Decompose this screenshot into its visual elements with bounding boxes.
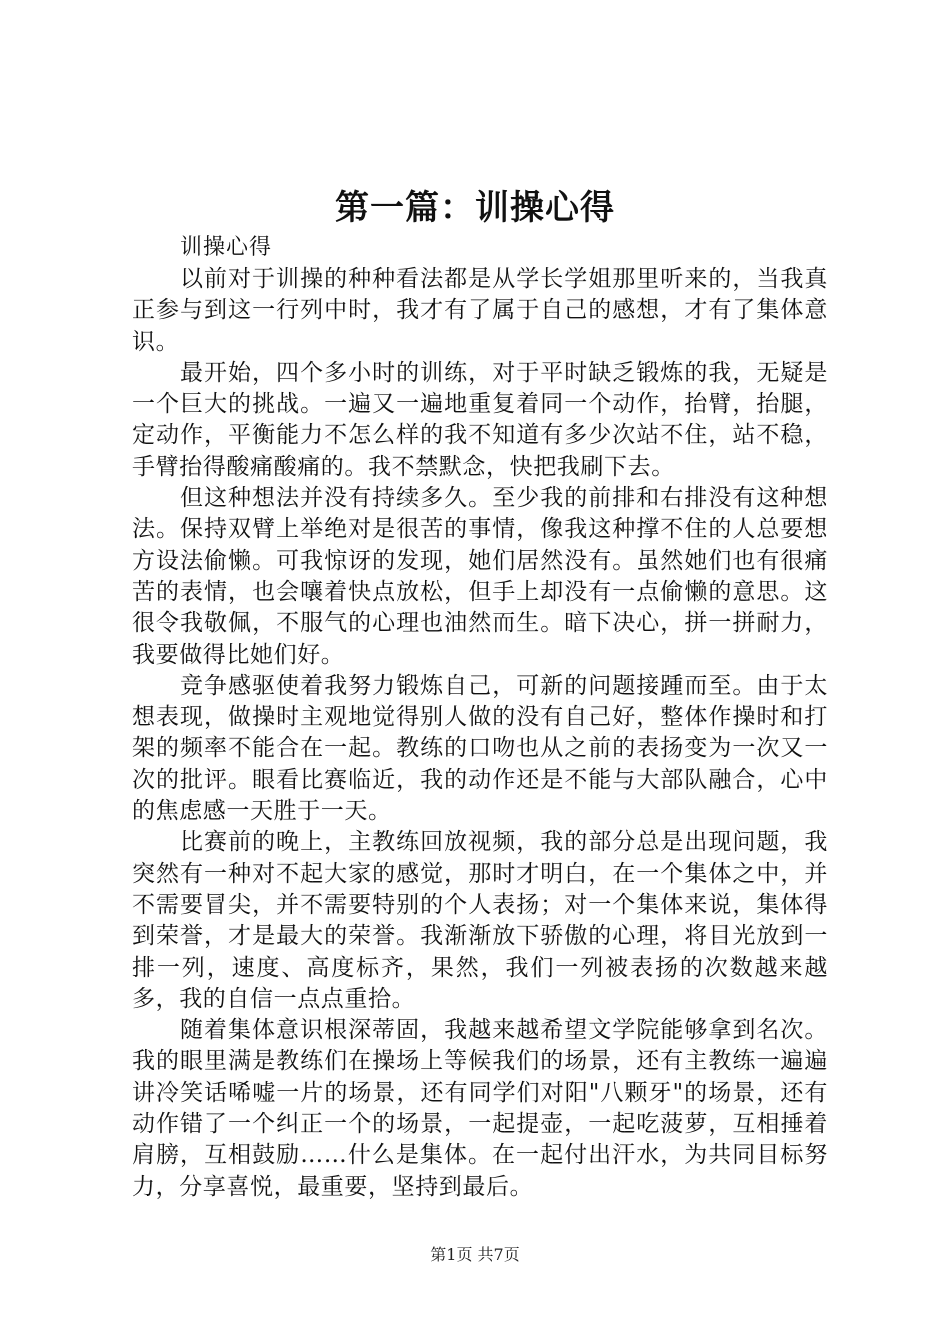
page-footer: 第1页 共7页 <box>430 1245 520 1264</box>
paragraph-2: 最开始，四个多小时的训练，对于平时缺乏锻炼的我，无疑是一个巨大的挑战。一遍又一遍地重复着同一个动作，抬臂，抬腿，定动作，平衡能力不怎么样的我不知道有多少次站不住，站不稳，手臂抬得酸痛酸痛的。我不禁默念，快把我刷下去。 <box>132 359 828 480</box>
paragraph-1: 以前对于训操的种种看法都是从学长学姐那里听来的，当我真正参与到这一行列中时，我才有了属于自己的感想，才有了集体意识。 <box>132 266 828 355</box>
paragraph-5: 比赛前的晚上，主教练回放视频，我的部分总是出现问题，我突然有一种对不起大家的感觉，那时才明白，在一个集体之中，并不需要冒尖，并不需要特别的个人表扬；对一个集体来说，集体得到荣誉，才是最大的荣誉。我渐渐放下骄傲的心理，将目光放到一排一列，速度、高度标齐，果然，我们一列被表扬的次数越来越多，我的自信一点点重拾。 <box>132 829 828 1012</box>
document-title: 第一篇：训操心得 <box>335 188 615 228</box>
document-body <box>132 232 828 1203</box>
section-subtitle: 训操心得 <box>180 235 273 260</box>
paragraph-3: 但这种想法并没有持续多久。至少我的前排和右排没有这种想法。保持双臂上举绝对是很苦的事情，像我这种撑不住的人总要想方设法偷懒。可我惊讶的发现，她们居然没有。虽然她们也有很痛苦的表情，也会嚷着快点放松，但手上却没有一点偷懒的意思。这很令我敬佩，不服气的心理也油然而生。暗下决心，拼一拼耐力，我要做得比她们好。 <box>132 485 828 668</box>
paragraph-6: 随着集体意识根深蒂固，我越来越希望文学院能够拿到名次。我的眼里满是教练们在操场上等候我们的场景，还有主教练一遍遍讲冷笑话唏嘘一片的场景，还有同学们对阳"八颗牙"的场景，还有动作错了一个纠正一个的场景，一起提壶，一起吃菠萝，互相捶着肩膀，互相鼓励……什么是集体。在一起付出汗水，为共同目标努力，分享喜悦，最重要，坚持到最后。 <box>132 1017 828 1200</box>
paragraph-4: 竞争感驱使着我努力锻炼自己，可新的问题接踵而至。由于太想表现，做操时主观地觉得别人做的没有自己好，整体作操时和打架的频率不能合在一起。教练的口吻也从之前的表扬变为一次又一次的批评。眼看比赛临近，我的动作还是不能与大部队融合，心中的焦虑感一天胜于一天。 <box>132 672 828 825</box>
